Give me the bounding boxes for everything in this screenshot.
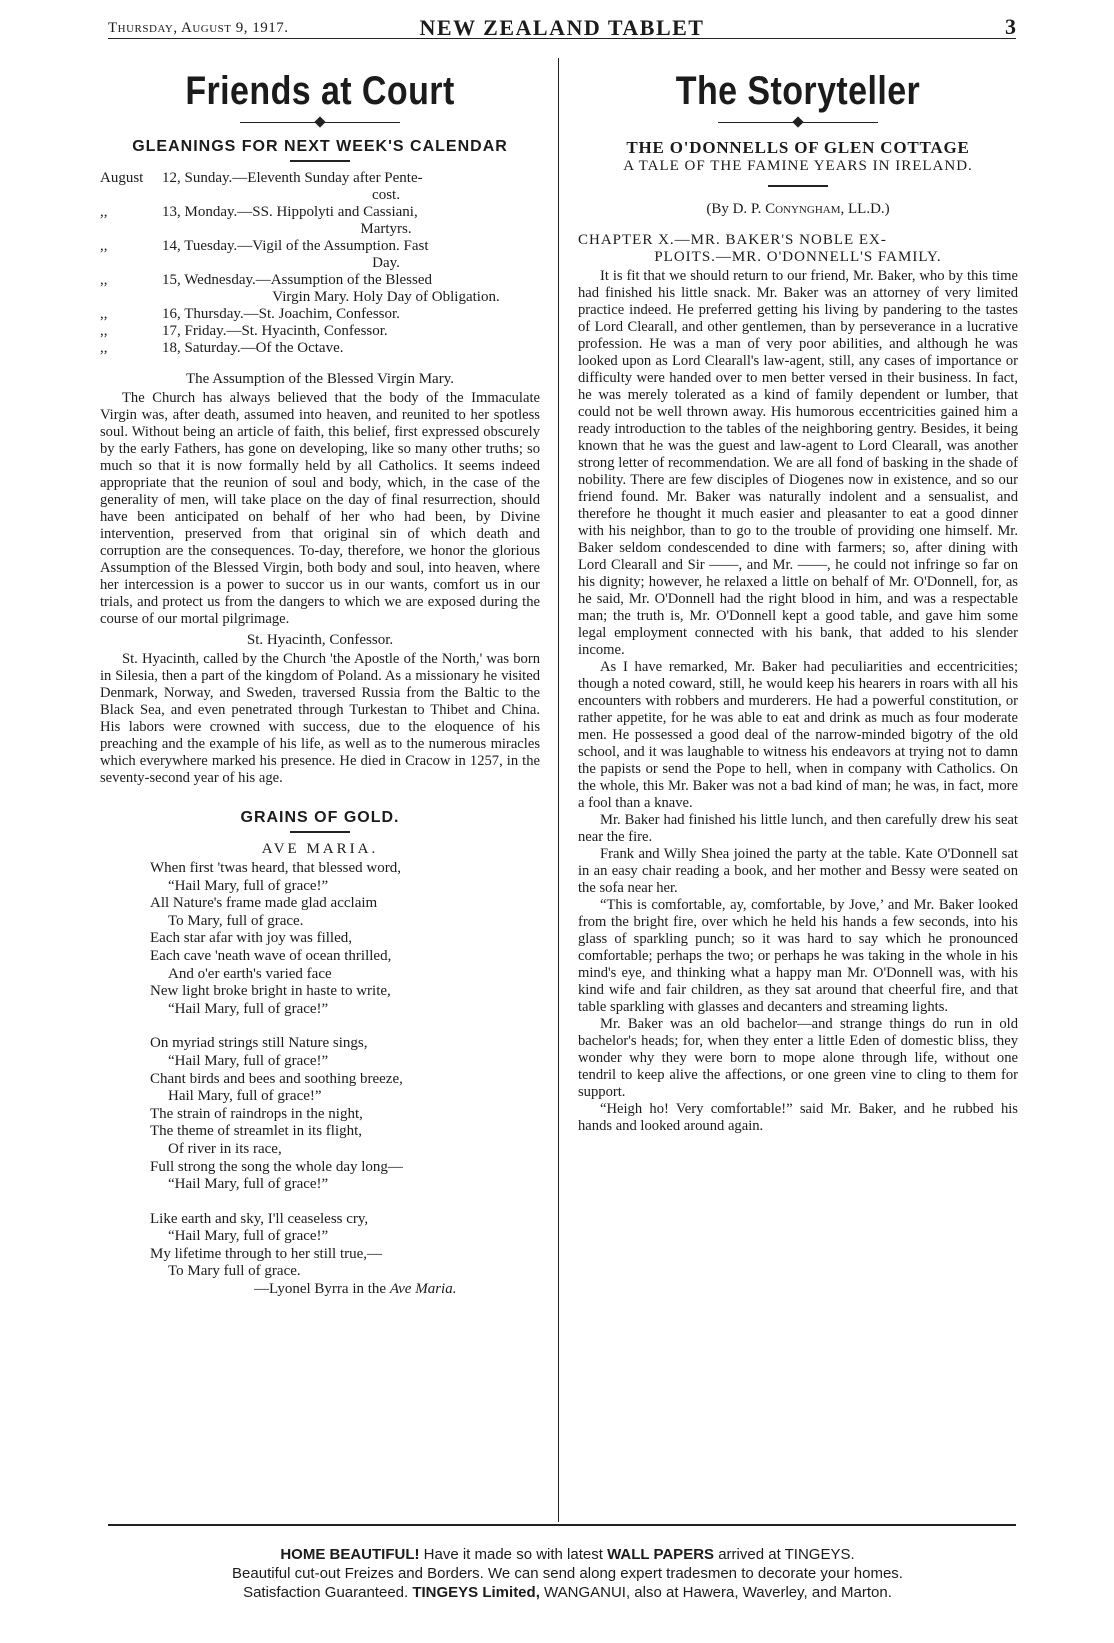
poem-line: Hail Mary, full of grace!” xyxy=(168,1088,322,1105)
assumption-subhead: The Assumption of the Blessed Virgin Mary. xyxy=(186,371,454,387)
calendar-month: ,, xyxy=(100,272,108,288)
calendar-text: 18, Saturday.—Of the Octave. xyxy=(162,340,344,356)
poem-line: “Hail Mary, full of grace!” xyxy=(168,1176,329,1193)
byline-suffix: , LL.D.) xyxy=(840,201,890,217)
hyacinth-subhead: St. Hyacinth, Confessor. xyxy=(246,632,394,648)
stanza-break xyxy=(150,1018,540,1035)
story-paragraph: Mr. Baker had finished his little lunch, and then carefully drew his seat near the fire. xyxy=(578,812,1018,845)
story-paragraph: “This is comfortable, ay, comfortable, by Jove,’ and Mr. Baker looked from the bright fire, over which he held his hands a few seconds, into his glass of sparkling punch; so it was hard to say which he pronounced comfortable; perhaps the two; or perhaps he was taking in the whole in his mind's eye, and thinking what a happy man Mr. O'Donnell was, with his kind wife and fair children, as they sat around that cheerful fire, and that table sparkling with glasses and decanters and streaming lights. xyxy=(578,897,1018,1015)
poem-line: “Hail Mary, full of grace!” xyxy=(168,877,329,894)
calendar-entry xyxy=(100,272,540,306)
calendar-month: ,, xyxy=(100,323,108,339)
calendar-entry xyxy=(100,323,540,340)
poem-line: Full strong the song the whole day long— xyxy=(150,1158,403,1175)
calendar-entry xyxy=(100,170,540,204)
byline-author: Conyngham xyxy=(765,201,841,217)
poem-credit-source: Ave Maria. xyxy=(389,1281,457,1298)
poem-line: Of river in its race, xyxy=(168,1140,282,1157)
poem-line: Like earth and sky, I'll ceaseless cry, xyxy=(150,1210,369,1227)
ad-wallpapers: WALL PAPERS xyxy=(607,1546,715,1563)
calendar-entry xyxy=(100,340,540,357)
poem xyxy=(100,860,540,1299)
calendar-month: August xyxy=(100,170,144,186)
poem-line: To Mary full of grace. xyxy=(168,1263,301,1280)
poem-line: When first 'twas heard, that blessed word, xyxy=(150,860,401,876)
calendar-month: ,, xyxy=(100,204,108,220)
ad-text: arrived at TINGEYS. xyxy=(714,1546,855,1563)
poem-line: The strain of raindrops in the night, xyxy=(150,1105,363,1122)
column-divider xyxy=(558,58,559,1522)
stanza-break xyxy=(150,1194,540,1211)
footer-rule xyxy=(108,1524,1016,1526)
story-paragraph: It is fit that we should return to our friend, Mr. Baker, who by this time had finished his little snack. Mr. Baker was an attorney of very limited practice indeed. He preferred getting his living by pandering to the tastes of Lord Clearall, and other gentlemen, than by perseverance in a lucrative profession. He was a man of very poor abilities, and although he was looked upon as Lord Clearall's law-agent, still, any cases of importance or difficulty were handed over to men better versed in their business. In fact, he was merely tolerated as a kind of family dependent or lumber, that could not be well thrown away. His humorous eccentricities gained him a ready introduction to the tables of the neighboring gentry. Besides, it being known that he was the guest and law-agent to Lord Clearall, was another strong letter of recommendation. We are all fond of basking in the shade of nobility. There are few disciples of Diogenes now in existence, and so our friend found. Mr. Baker was naturally indolent and a sensualist, and therefore he thought it much easier and pleasanter to eat a good dinner with his neighbor, than to go to the trouble of providing one himself. Mr. Baker seldom condescended to dine with farmers; so, after dining with Lord Clearall and Sir ——, and Mr. ——, he could not infringe so far on his dignity; however, he relaxed a little on behalf of Mr. O'Donnell, for, as he said, Mr. O'Donnell had the right blood in him, and was a respectable man; the truth is, Mr. O'Donnell kept a good table, and gave him some legal employment connected with his bank, that added to his slender income. xyxy=(578,268,1018,658)
advertisement xyxy=(120,1545,1015,1602)
friends-at-court-title: Friends at Court xyxy=(185,69,455,113)
calendar-continuation: Virgin Mary. Holy Day of Obligation. xyxy=(272,289,500,305)
left-column xyxy=(100,60,540,1299)
ad-text: Have it made so with latest xyxy=(419,1546,608,1563)
byline xyxy=(578,201,1018,218)
story-title: THE O'DONNELLS OF GLEN COTTAGE xyxy=(626,138,970,157)
heading-rule xyxy=(768,185,828,187)
poem-title: AVE MARIA. xyxy=(261,841,379,857)
calendar-text: 17, Friday.—St. Hyacinth, Confessor. xyxy=(162,323,388,339)
story-paragraph: Frank and Willy Shea joined the party at the table. Kate O'Donnell sat in an easy chair reading a book, and her mother and Bessy were seated on the sofa near her. xyxy=(578,846,1018,896)
right-column xyxy=(578,60,1018,1135)
ad-text: Satisfaction Guaranteed. xyxy=(243,1584,413,1601)
chapter-heading xyxy=(578,232,1018,266)
calendar-continuation: Day. xyxy=(372,255,400,271)
poem-line: Each cave 'neath wave of ocean thrilled, xyxy=(150,947,392,964)
chapter-heading-line2: PLOITS.—MR. O'DONNELL'S FAMILY. xyxy=(654,249,942,265)
ad-text: WANGANUI, also at Hawera, Waverley, and Marton. xyxy=(539,1584,892,1601)
ad-line-1 xyxy=(120,1545,1015,1564)
calendar-text: 16, Thursday.—St. Joachim, Confessor. xyxy=(162,306,400,322)
gleanings-heading: GLEANINGS FOR NEXT WEEK'S CALENDAR xyxy=(132,138,508,155)
calendar-list xyxy=(100,170,540,357)
calendar-month: ,, xyxy=(100,340,108,356)
assumption-paragraph: The Church has always believed that the body of the Immaculate Virgin was, after death, assumed into heaven, and reunited to her spotless soul. Without being an article of faith, this belief, first expressed obscurely by the early Fathers, has gone on developing, like so many other truths; so much so that it is now formally held by all Catholics. It seems indeed appropriate that the reunion of soul and body, which, in the case of the generality of men, will take place on the day of final resurrection, should have been anticipated on behalf of her who had been, by Divine intervention, preserved from that original sin of which death and corruption are the consequences. To-day, therefore, we honor the glorious Assumption of the Blessed Virgin, both body and soul, into heaven, where her intercession is a power to succor us in our wants, comfort us in our trials, and protect us from the dangers to which we are exposed during the course of our mortal pilgrimage. xyxy=(100,390,540,627)
poem-line: New light broke bright in haste to write, xyxy=(150,983,391,1000)
heading-rule xyxy=(290,160,350,162)
calendar-entry xyxy=(100,306,540,323)
title-ornament xyxy=(240,118,400,128)
calendar-month: ,, xyxy=(100,238,108,254)
story-paragraph: As I have remarked, Mr. Baker had peculiarities and eccentricities; though a noted coward, still, he would keep his hearers in roars with all his encounters with robbers and murderers. He had a powerful constitution, or rather appetite, for he was able to eat and drink as much as four moderate men. He possessed a good deal of the narrow-minded bigotry of the old school, and it was laughable to witness his endeavors at trying not to damn the papists or send the Pope to hell, when in company with Catholics. On the whole, this Mr. Baker was not a bad kind of man; he was, in fact, more a fool than a knave. xyxy=(578,659,1018,811)
calendar-text: 15, Wednesday.—Assumption of the Blessed xyxy=(162,272,433,288)
story-subtitle: A TALE OF THE FAMINE YEARS IN IRELAND. xyxy=(623,158,973,174)
poem-line: The theme of streamlet in its flight, xyxy=(150,1123,363,1140)
poem-line: All Nature's frame made glad acclaim xyxy=(150,895,378,912)
ad-line-2: Beautiful cut-out Freizes and Borders. We can send along expert tradesmen to decorate your homes. xyxy=(232,1565,903,1582)
story-paragraph: Mr. Baker was an old bachelor—and strange things do run in old bachelor's heads; for, when they enter a little Eden of domestic bliss, they wonder why they were born to mope alone through life, without one tendril to keep alive the affections, or one green vine to cling to them for support. xyxy=(578,1016,1018,1100)
calendar-continuation: cost. xyxy=(372,187,400,203)
calendar-month: ,, xyxy=(100,306,108,322)
calendar-continuation: Martyrs. xyxy=(360,221,412,237)
poem-line: Chant birds and bees and soothing breeze, xyxy=(150,1070,403,1087)
calendar-text: 13, Monday.—SS. Hippolyti and Cassiani, xyxy=(162,204,418,220)
calendar-text: 14, Tuesday.—Vigil of the Assumption. Fast xyxy=(162,238,429,254)
chapter-heading-line1: CHAPTER X.—MR. BAKER'S NOBLE EX- xyxy=(578,232,887,248)
header-rule xyxy=(108,38,1016,39)
story-paragraph: “Heigh ho! Very comfortable!” said Mr. Baker, and he rubbed his hands and looked around again. xyxy=(578,1101,1018,1134)
storyteller-title: The Storyteller xyxy=(675,69,921,113)
poem-credit-author: —Lyonel Byrra in the xyxy=(254,1281,390,1298)
byline-prefix: (By D. P. xyxy=(706,201,766,217)
poem-line: On myriad strings still Nature sings, xyxy=(150,1035,368,1052)
heading-rule xyxy=(290,831,350,833)
ad-line-3 xyxy=(120,1583,1015,1602)
calendar-entry xyxy=(100,204,540,238)
story-body xyxy=(578,268,1018,1135)
hyacinth-paragraph: St. Hyacinth, called by the Church 'the Apostle of the North,' was born in Silesia, then a part of the kingdom of Poland. As a missionary he visited Denmark, Norway, and Sweden, traversed Russia from the Baltic to the Black Sea, and even penetrated through Turkestan to Thibet and China. His labors were crowned with success, due to the eloquence of his preaching and the example of his life, as well as to the numerous miracles which everywhere marked his presence. He died in Cracow in 1257, in the seventy-second year of his age. xyxy=(100,651,540,786)
ad-headline: HOME BEAUTIFUL! xyxy=(280,1546,420,1563)
poem-line: And o'er earth's varied face xyxy=(168,965,332,982)
calendar-text: 12, Sunday.—Eleventh Sunday after Pente- xyxy=(162,170,423,186)
title-ornament xyxy=(718,118,878,128)
poem-line: Each star afar with joy was filled, xyxy=(150,930,353,947)
poem-line: To Mary, full of grace. xyxy=(168,912,304,929)
calendar-entry xyxy=(100,238,540,272)
poem-line: My lifetime through to her still true,— xyxy=(150,1245,383,1262)
poem-line: “Hail Mary, full of grace!” xyxy=(168,1000,329,1017)
masthead: NEW ZEALAND TABLET xyxy=(419,15,705,40)
issue-date: Thursday, August 9, 1917. xyxy=(108,20,289,36)
poem-line: “Hail Mary, full of grace!” xyxy=(168,1052,329,1069)
ad-company: TINGEYS Limited, xyxy=(412,1584,540,1601)
grains-heading: GRAINS OF GOLD. xyxy=(240,809,400,826)
page-number: 3 xyxy=(1005,14,1016,39)
poem-line: “Hail Mary, full of grace!” xyxy=(168,1228,329,1245)
page-header xyxy=(108,14,1016,44)
poem-credit xyxy=(150,1281,540,1299)
